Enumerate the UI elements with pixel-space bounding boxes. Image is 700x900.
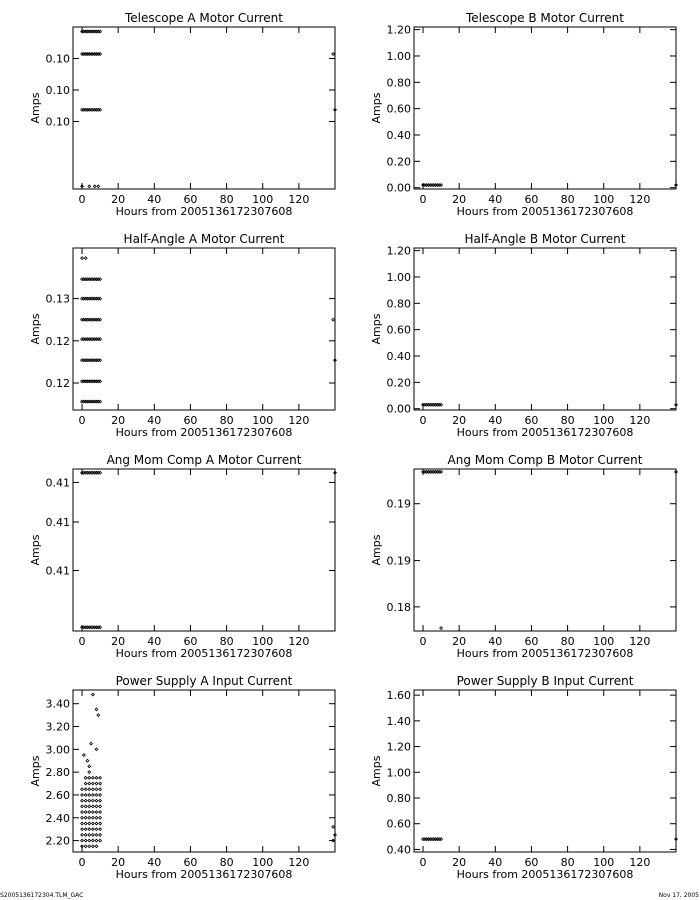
data-point	[88, 839, 91, 842]
y-tick-label: 0.60	[386, 817, 411, 831]
y-tick-label: 2.20	[45, 834, 70, 848]
data-point	[88, 822, 91, 825]
y-axis-label: Amps	[370, 92, 383, 124]
x-tick-label: 60	[183, 856, 198, 869]
chart-title: Telescope A Motor Current	[125, 11, 283, 25]
data-point	[88, 816, 91, 819]
y-tick-label: 0.00	[386, 181, 411, 195]
x-axis-label: Hours from 2005136172307608	[115, 647, 293, 660]
data-point	[81, 788, 84, 791]
data-point	[88, 828, 91, 831]
data-point	[84, 845, 87, 848]
y-tick-label: 0.10	[45, 52, 70, 66]
x-tick-label: 80	[560, 635, 575, 648]
data-point	[95, 748, 98, 751]
chart-title: Half-Angle B Motor Current	[464, 232, 626, 246]
chart-panel	[29, 232, 336, 439]
data-point	[99, 788, 102, 791]
data-point	[91, 805, 94, 808]
data-point	[86, 759, 89, 762]
chart-panel	[29, 674, 336, 881]
data-point	[99, 828, 102, 831]
y-tick-label: 0.19	[386, 554, 411, 568]
chart-panel	[370, 453, 677, 660]
data-point	[90, 742, 93, 745]
x-axis-label: Hours from 2005136172307608	[115, 205, 293, 218]
x-tick-label: 60	[524, 193, 539, 206]
data-point	[81, 828, 84, 831]
x-tick-label: 20	[111, 635, 126, 648]
data-point	[332, 826, 335, 829]
data-point	[91, 845, 94, 848]
x-tick-label: 60	[183, 414, 198, 427]
chart-panel	[370, 232, 677, 439]
x-tick-label: 20	[452, 414, 467, 427]
x-tick-label: 40	[147, 856, 162, 869]
data-point	[84, 822, 87, 825]
x-axis-label: Hours from 2005136172307608	[456, 868, 634, 881]
data-point	[99, 816, 102, 819]
y-axis-label: Amps	[29, 92, 42, 124]
data-point	[88, 776, 91, 779]
x-tick-label: 80	[219, 635, 234, 648]
data-point	[84, 794, 87, 797]
x-tick-label: 60	[524, 635, 539, 648]
x-tick-label: 100	[593, 414, 615, 427]
data-point	[81, 816, 84, 819]
chart-panel	[370, 11, 677, 218]
y-tick-label: 0.41	[45, 476, 70, 490]
data-point	[99, 805, 102, 808]
y-tick-label: 0.20	[386, 155, 411, 169]
y-tick-label: 0.10	[45, 84, 70, 97]
data-point	[84, 257, 87, 260]
y-tick-label: 0.12	[45, 334, 70, 348]
chart-panel	[370, 674, 677, 881]
chart-title: Power Supply A Input Current	[115, 674, 293, 688]
data-point	[88, 805, 91, 808]
data-point	[99, 776, 102, 779]
y-tick-label: 1.00	[386, 49, 411, 63]
chart-title: Telescope B Motor Current	[465, 11, 625, 25]
data-point	[88, 845, 91, 848]
data-point	[440, 627, 443, 630]
data-point	[88, 788, 91, 791]
data-point	[91, 788, 94, 791]
y-tick-label: 0.80	[386, 297, 411, 311]
data-point	[88, 811, 91, 814]
x-tick-label: 120	[288, 193, 310, 206]
y-tick-label: 1.20	[386, 23, 411, 37]
y-tick-label: 0.00	[386, 402, 411, 416]
data-point	[91, 794, 94, 797]
y-tick-label: 0.80	[386, 76, 411, 90]
x-tick-label: 120	[629, 193, 651, 206]
x-tick-label: 20	[111, 193, 126, 206]
x-tick-label: 0	[78, 193, 86, 206]
plot-frame	[73, 248, 335, 410]
data-point	[332, 318, 335, 321]
x-axis-label: Hours from 2005136172307608	[456, 205, 634, 218]
data-point	[81, 822, 84, 825]
y-tick-label: 0.20	[386, 376, 411, 390]
y-tick-label: 2.40	[45, 811, 70, 825]
data-point	[91, 839, 94, 842]
data-point	[332, 53, 335, 56]
data-point	[95, 845, 98, 848]
y-tick-label: 0.40	[386, 350, 411, 363]
y-tick-label: 2.80	[45, 766, 70, 780]
data-point	[91, 799, 94, 802]
data-point	[95, 839, 98, 842]
y-tick-label: 0.60	[386, 102, 411, 116]
y-tick-label: 1.40	[386, 714, 411, 728]
data-point	[99, 799, 102, 802]
data-point	[99, 794, 102, 797]
date-label: Nov 17, 2005	[658, 892, 699, 899]
data-point	[95, 794, 98, 797]
x-tick-label: 100	[252, 414, 274, 427]
x-tick-label: 40	[147, 193, 162, 206]
data-point	[95, 816, 98, 819]
x-tick-label: 80	[560, 193, 575, 206]
data-point	[99, 782, 102, 785]
data-point	[84, 811, 87, 814]
data-point	[88, 185, 91, 188]
plot-frame	[73, 690, 335, 852]
data-point	[95, 833, 98, 836]
x-tick-label: 40	[147, 635, 162, 648]
data-point	[97, 714, 100, 717]
x-tick-label: 40	[488, 414, 503, 427]
chart-title: Power Supply B Input Current	[456, 674, 634, 688]
y-tick-label: 1.20	[386, 244, 411, 258]
x-tick-label: 0	[419, 856, 427, 869]
y-tick-label: 3.20	[45, 720, 70, 734]
x-tick-label: 20	[452, 193, 467, 206]
data-point	[84, 782, 87, 785]
x-tick-label: 60	[524, 414, 539, 427]
x-tick-label: 40	[488, 635, 503, 648]
x-tick-label: 0	[78, 635, 86, 648]
x-tick-label: 20	[452, 856, 467, 869]
x-tick-label: 60	[524, 856, 539, 869]
y-tick-label: 3.00	[45, 743, 70, 757]
data-point	[99, 822, 102, 825]
data-point	[88, 782, 91, 785]
y-axis-label: Amps	[370, 755, 383, 787]
y-tick-label: 0.18	[386, 600, 411, 614]
chart-panel	[29, 11, 336, 218]
data-point	[84, 839, 87, 842]
data-point	[81, 805, 84, 808]
x-tick-label: 120	[288, 856, 310, 869]
x-tick-label: 120	[629, 635, 651, 648]
chart-title: Ang Mom Comp A Motor Current	[106, 453, 302, 467]
plot-frame	[414, 469, 676, 631]
chart-panel	[29, 453, 336, 660]
data-point	[95, 805, 98, 808]
x-tick-label: 100	[593, 635, 615, 648]
y-tick-label: 3.40	[45, 697, 70, 711]
plot-frame	[414, 27, 676, 189]
data-point	[91, 828, 94, 831]
data-point	[95, 708, 98, 711]
x-tick-label: 80	[219, 414, 234, 427]
data-point	[95, 776, 98, 779]
x-tick-label: 20	[452, 635, 467, 648]
y-axis-label: Amps	[29, 313, 42, 345]
x-tick-label: 100	[252, 635, 274, 648]
y-tick-label: 0.19	[386, 497, 411, 511]
data-point	[84, 788, 87, 791]
data-point	[95, 828, 98, 831]
data-point	[93, 185, 96, 188]
data-point	[99, 839, 102, 842]
y-axis-label: Amps	[29, 755, 42, 787]
y-tick-label: 1.00	[386, 766, 411, 780]
y-tick-label: 0.13	[45, 292, 70, 306]
y-tick-label: 0.12	[45, 377, 70, 390]
data-point	[99, 833, 102, 836]
x-tick-label: 80	[219, 856, 234, 869]
x-axis-label: Hours from 2005136172307608	[456, 647, 634, 660]
y-tick-label: 0.40	[386, 129, 411, 142]
x-tick-label: 120	[288, 414, 310, 427]
y-tick-label: 0.41	[45, 516, 70, 530]
data-point	[88, 799, 91, 802]
y-axis-label: Amps	[29, 534, 42, 566]
y-tick-label: 0.40	[386, 843, 411, 857]
data-point	[81, 833, 84, 836]
y-axis-label: Amps	[370, 313, 383, 345]
chart-title: Half-Angle A Motor Current	[123, 232, 285, 246]
y-tick-label: 1.20	[386, 740, 411, 754]
x-tick-label: 80	[219, 193, 234, 206]
x-tick-label: 120	[629, 856, 651, 869]
x-tick-label: 40	[488, 856, 503, 869]
data-point	[81, 839, 84, 842]
y-tick-label: 0.60	[386, 323, 411, 337]
data-point	[84, 816, 87, 819]
data-point	[84, 828, 87, 831]
x-axis-label: Hours from 2005136172307608	[115, 868, 293, 881]
x-tick-label: 100	[252, 856, 274, 869]
x-tick-label: 60	[183, 193, 198, 206]
data-point	[91, 833, 94, 836]
x-tick-label: 100	[593, 856, 615, 869]
x-tick-label: 0	[419, 193, 427, 206]
data-point	[91, 782, 94, 785]
data-point	[95, 799, 98, 802]
data-point	[81, 811, 84, 814]
data-point	[88, 765, 91, 768]
data-point	[88, 771, 91, 774]
x-tick-label: 80	[560, 856, 575, 869]
y-tick-label: 1.60	[386, 689, 411, 703]
data-point	[84, 776, 87, 779]
x-axis-label: Hours from 2005136172307608	[115, 426, 293, 439]
plot-frame	[73, 469, 335, 631]
x-tick-label: 20	[111, 856, 126, 869]
x-tick-label: 0	[419, 414, 427, 427]
x-tick-label: 40	[488, 193, 503, 206]
data-point	[82, 754, 85, 757]
data-point	[95, 782, 98, 785]
data-point	[91, 693, 94, 696]
y-axis-label: Amps	[370, 534, 383, 566]
x-axis-label: Hours from 2005136172307608	[456, 426, 634, 439]
x-tick-label: 20	[111, 414, 126, 427]
data-point	[84, 805, 87, 808]
x-tick-label: 120	[629, 414, 651, 427]
data-point	[97, 185, 100, 188]
plot-frame	[73, 27, 335, 189]
data-point	[91, 822, 94, 825]
data-point	[88, 833, 91, 836]
x-tick-label: 0	[419, 635, 427, 648]
x-tick-label: 120	[288, 635, 310, 648]
y-tick-label: 0.80	[386, 792, 411, 805]
data-point	[91, 816, 94, 819]
data-point	[88, 794, 91, 797]
x-tick-label: 0	[78, 856, 86, 869]
y-tick-label: 1.00	[386, 270, 411, 284]
data-point	[81, 799, 84, 802]
source-file-label: S2005136172304.TLM_GAC	[0, 892, 84, 899]
x-tick-label: 0	[78, 414, 86, 427]
y-tick-label: 0.41	[45, 564, 70, 578]
data-point	[84, 833, 87, 836]
y-tick-label: 0.10	[45, 115, 70, 129]
y-tick-label: 2.60	[45, 788, 70, 802]
x-tick-label: 100	[593, 193, 615, 206]
data-point	[91, 811, 94, 814]
data-point	[95, 788, 98, 791]
data-point	[99, 811, 102, 814]
x-tick-label: 60	[183, 635, 198, 648]
x-tick-label: 80	[560, 414, 575, 427]
data-point	[81, 794, 84, 797]
x-tick-label: 100	[252, 193, 274, 206]
plot-frame	[414, 248, 676, 410]
data-point	[95, 811, 98, 814]
data-point	[91, 776, 94, 779]
plot-frame	[414, 690, 676, 852]
data-point	[84, 799, 87, 802]
data-point	[81, 257, 84, 260]
data-point	[95, 822, 98, 825]
chart-title: Ang Mom Comp B Motor Current	[447, 453, 643, 467]
x-tick-label: 40	[147, 414, 162, 427]
